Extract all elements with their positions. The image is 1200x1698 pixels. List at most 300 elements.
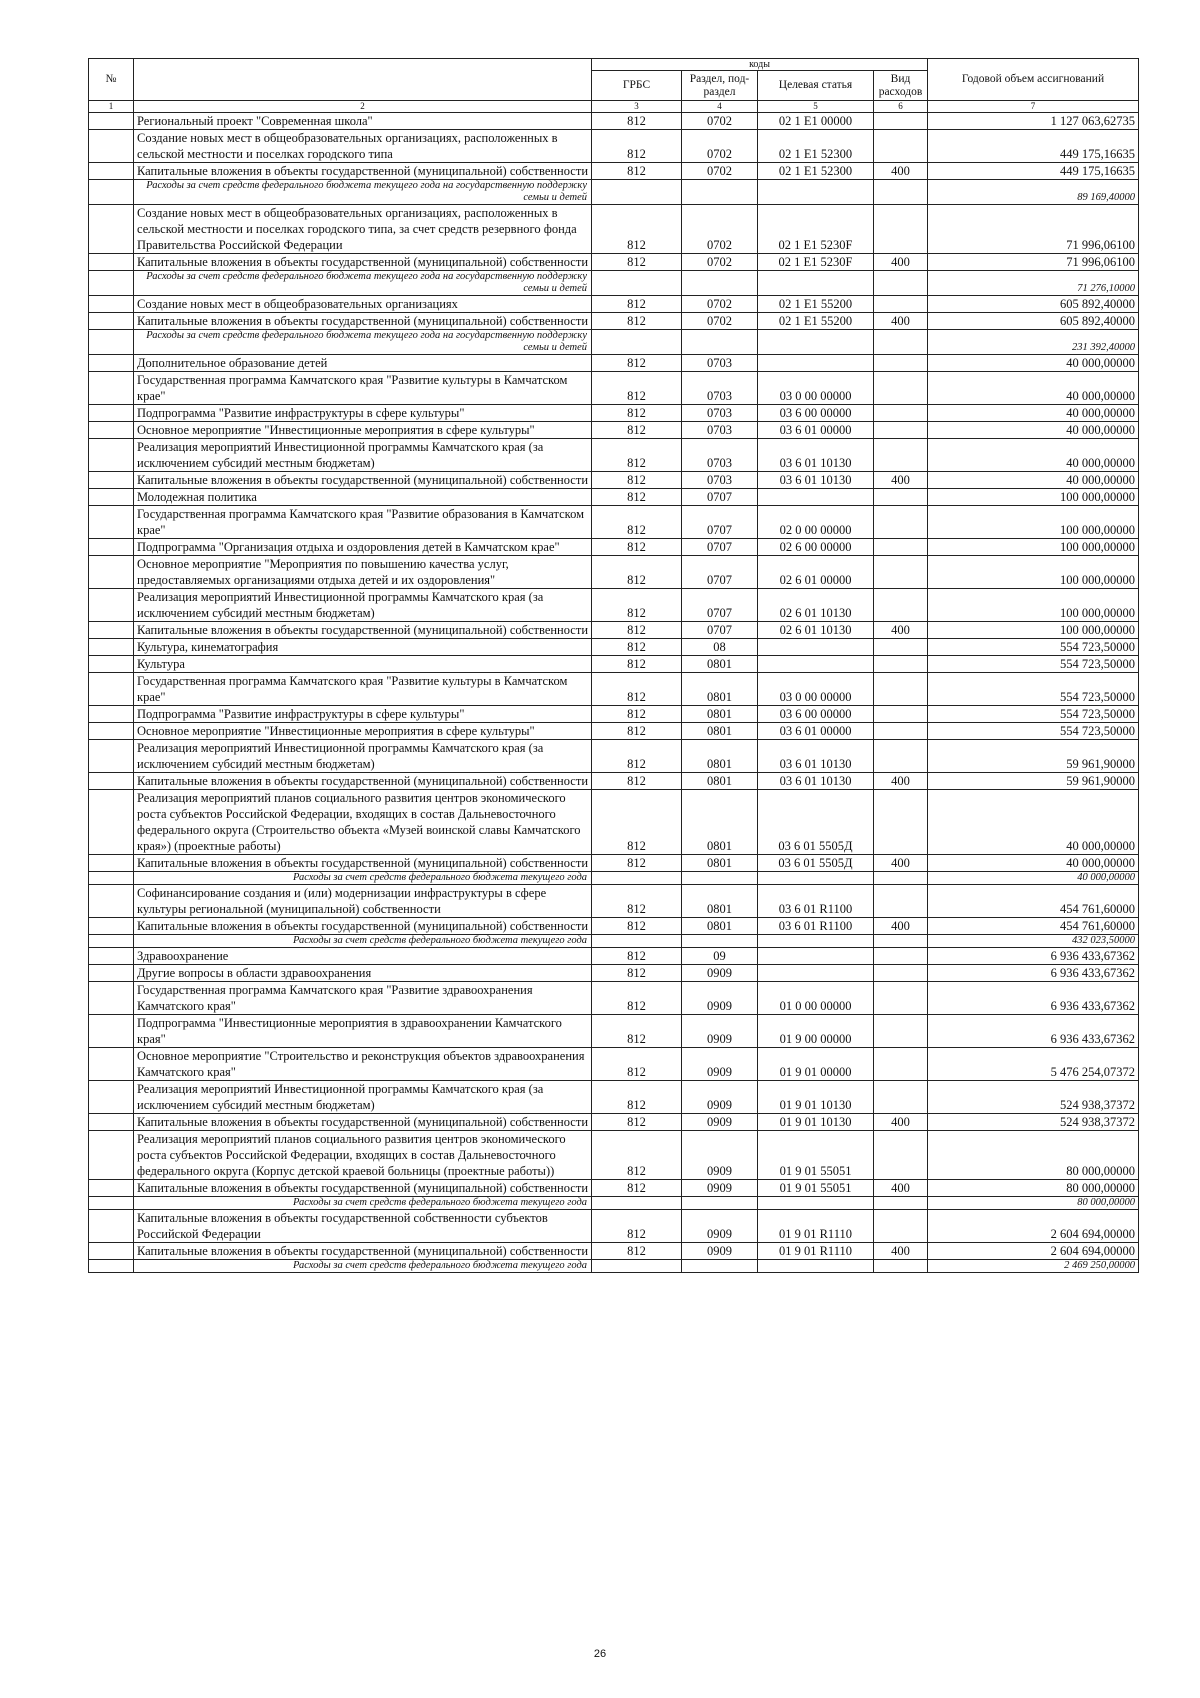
row-name-cell: Реализация мероприятий Инвестиционной программы Камчатского края (за исключением субсидий местным бюджетам) xyxy=(134,439,592,472)
amount-cell: 454 761,60000 xyxy=(928,918,1139,935)
amount-cell: 40 000,00000 xyxy=(928,439,1139,472)
grbs-cell xyxy=(592,1197,682,1210)
expense-type-cell: 400 xyxy=(874,472,928,489)
grbs-cell: 812 xyxy=(592,1210,682,1243)
row-number-cell xyxy=(89,1260,134,1273)
grbs-cell xyxy=(592,872,682,885)
amount-cell: 40 000,00000 xyxy=(928,790,1139,855)
row-number-cell xyxy=(89,539,134,556)
section-cell: 09 xyxy=(682,948,758,965)
target-article-cell: 03 6 01 10130 xyxy=(758,439,874,472)
target-article-cell: 01 9 01 R1110 xyxy=(758,1210,874,1243)
target-article-cell: 02 0 00 00000 xyxy=(758,506,874,539)
amount-cell: 100 000,00000 xyxy=(928,556,1139,589)
federal-funds-note-row xyxy=(89,872,1139,885)
grbs-cell: 812 xyxy=(592,506,682,539)
table-row xyxy=(89,254,1139,271)
row-number-cell xyxy=(89,439,134,472)
table-row xyxy=(89,855,1139,872)
row-name-cell: Расходы за счет средств федерального бюджета текущего года xyxy=(134,1260,592,1273)
amount-cell: 100 000,00000 xyxy=(928,622,1139,639)
amount-cell: 80 000,00000 xyxy=(928,1180,1139,1197)
expense-type-cell xyxy=(874,948,928,965)
expense-type-cell xyxy=(874,539,928,556)
table-row xyxy=(89,740,1139,773)
row-name-cell: Капитальные вложения в объекты государственной (муниципальной) собственности xyxy=(134,622,592,639)
row-name-cell: Подпрограмма "Инвестиционные мероприятия в здравоохранении Камчатского края" xyxy=(134,1015,592,1048)
expense-type-cell xyxy=(874,180,928,205)
row-number-cell xyxy=(89,130,134,163)
row-name-cell: Государственная программа Камчатского края "Развитие культуры в Камчатском крае" xyxy=(134,673,592,706)
expense-type-cell xyxy=(874,723,928,740)
section-cell: 0702 xyxy=(682,130,758,163)
header-section: Раздел, под-раздел xyxy=(682,71,758,101)
table-row xyxy=(89,1114,1139,1131)
section-cell: 0909 xyxy=(682,1114,758,1131)
expense-type-cell xyxy=(874,885,928,918)
expense-type-cell xyxy=(874,405,928,422)
row-number-cell xyxy=(89,271,134,296)
expense-type-cell xyxy=(874,296,928,313)
grbs-cell: 812 xyxy=(592,589,682,622)
row-number-cell xyxy=(89,556,134,589)
expense-type-cell xyxy=(874,556,928,589)
column-number: 2 xyxy=(134,101,592,113)
grbs-cell: 812 xyxy=(592,706,682,723)
grbs-cell: 812 xyxy=(592,205,682,254)
amount-cell: 40 000,00000 xyxy=(928,422,1139,439)
row-name-cell: Расходы за счет средств федерального бюджета текущего года на государственную поддержку семьи и детей xyxy=(134,271,592,296)
target-article-cell xyxy=(758,271,874,296)
grbs-cell: 812 xyxy=(592,656,682,673)
row-number-cell xyxy=(89,723,134,740)
row-name-cell: Капитальные вложения в объекты государственной (муниципальной) собственности xyxy=(134,855,592,872)
row-number-cell xyxy=(89,1197,134,1210)
expense-type-cell: 400 xyxy=(874,1180,928,1197)
amount-cell: 6 936 433,67362 xyxy=(928,948,1139,965)
row-number-cell xyxy=(89,254,134,271)
target-article-cell: 01 9 01 10130 xyxy=(758,1081,874,1114)
row-number-cell xyxy=(89,113,134,130)
section-cell: 0909 xyxy=(682,1243,758,1260)
column-number: 5 xyxy=(758,101,874,113)
expense-type-cell xyxy=(874,872,928,885)
row-number-cell xyxy=(89,489,134,506)
amount-cell: 100 000,00000 xyxy=(928,489,1139,506)
section-cell xyxy=(682,935,758,948)
row-name-cell: Региональный проект "Современная школа" xyxy=(134,113,592,130)
section-cell: 0707 xyxy=(682,539,758,556)
table-row xyxy=(89,296,1139,313)
grbs-cell: 812 xyxy=(592,1081,682,1114)
table-row xyxy=(89,130,1139,163)
federal-funds-note-row xyxy=(89,180,1139,205)
row-number-cell xyxy=(89,180,134,205)
table-header xyxy=(89,59,1139,113)
row-number-cell xyxy=(89,1081,134,1114)
table-row xyxy=(89,405,1139,422)
expense-type-cell xyxy=(874,113,928,130)
expense-type-cell xyxy=(874,372,928,405)
section-cell: 0707 xyxy=(682,506,758,539)
row-name-cell: Капитальные вложения в объекты государственной (муниципальной) собственности xyxy=(134,163,592,180)
section-cell: 0703 xyxy=(682,355,758,372)
grbs-cell: 812 xyxy=(592,1114,682,1131)
expense-type-cell xyxy=(874,422,928,439)
amount-cell: 6 936 433,67362 xyxy=(928,1015,1139,1048)
grbs-cell: 812 xyxy=(592,405,682,422)
table-row xyxy=(89,622,1139,639)
amount-cell: 59 961,90000 xyxy=(928,773,1139,790)
row-number-cell xyxy=(89,589,134,622)
expense-type-cell xyxy=(874,1048,928,1081)
target-article-cell xyxy=(758,935,874,948)
budget-allocation-table xyxy=(88,58,1139,1273)
header-amount: Годовой объем ассигнований xyxy=(928,59,1139,101)
expense-type-cell xyxy=(874,673,928,706)
section-cell: 0909 xyxy=(682,1131,758,1180)
section-cell: 0801 xyxy=(682,656,758,673)
row-number-cell xyxy=(89,1131,134,1180)
section-cell: 0702 xyxy=(682,296,758,313)
row-name-cell: Культура xyxy=(134,656,592,673)
target-article-cell xyxy=(758,656,874,673)
expense-type-cell xyxy=(874,439,928,472)
table-row xyxy=(89,885,1139,918)
grbs-cell: 812 xyxy=(592,639,682,656)
section-cell: 0702 xyxy=(682,205,758,254)
grbs-cell: 812 xyxy=(592,1015,682,1048)
grbs-cell: 812 xyxy=(592,254,682,271)
row-number-cell xyxy=(89,639,134,656)
expense-type-cell xyxy=(874,656,928,673)
row-number-cell xyxy=(89,622,134,639)
grbs-cell xyxy=(592,935,682,948)
row-number-cell xyxy=(89,1114,134,1131)
grbs-cell: 812 xyxy=(592,355,682,372)
grbs-cell: 812 xyxy=(592,855,682,872)
row-name-cell: Другие вопросы в области здравоохранения xyxy=(134,965,592,982)
table-row xyxy=(89,313,1139,330)
amount-cell: 71 996,06100 xyxy=(928,205,1139,254)
target-article-cell xyxy=(758,872,874,885)
row-number-cell xyxy=(89,1180,134,1197)
section-cell: 0801 xyxy=(682,790,758,855)
table-row xyxy=(89,1210,1139,1243)
grbs-cell: 812 xyxy=(592,556,682,589)
amount-cell: 554 723,50000 xyxy=(928,656,1139,673)
expense-type-cell: 400 xyxy=(874,163,928,180)
table-row xyxy=(89,1243,1139,1260)
amount-cell: 5 476 254,07372 xyxy=(928,1048,1139,1081)
amount-cell: 524 938,37372 xyxy=(928,1114,1139,1131)
expense-type-cell xyxy=(874,355,928,372)
grbs-cell: 812 xyxy=(592,539,682,556)
row-name-cell: Здравоохранение xyxy=(134,948,592,965)
amount-cell: 449 175,16635 xyxy=(928,163,1139,180)
expense-type-cell xyxy=(874,965,928,982)
table-row xyxy=(89,556,1139,589)
target-article-cell: 01 9 01 55051 xyxy=(758,1180,874,1197)
target-article-cell: 03 0 00 00000 xyxy=(758,372,874,405)
row-number-cell xyxy=(89,405,134,422)
expense-type-cell: 400 xyxy=(874,1114,928,1131)
budget-table-sheet xyxy=(88,58,1138,1273)
grbs-cell: 812 xyxy=(592,982,682,1015)
grbs-cell: 812 xyxy=(592,918,682,935)
amount-cell: 40 000,00000 xyxy=(928,405,1139,422)
header-codes: коды xyxy=(592,59,928,71)
row-name-cell: Дополнительное образование детей xyxy=(134,355,592,372)
target-article-cell: 02 1 E1 5230F xyxy=(758,254,874,271)
row-name-cell: Капитальные вложения в объекты государственной собственности субъектов Российской Федерации xyxy=(134,1210,592,1243)
expense-type-cell xyxy=(874,1210,928,1243)
section-cell: 0909 xyxy=(682,982,758,1015)
target-article-cell xyxy=(758,180,874,205)
amount-cell: 40 000,00000 xyxy=(928,355,1139,372)
amount-cell: 100 000,00000 xyxy=(928,539,1139,556)
section-cell: 0707 xyxy=(682,622,758,639)
expense-type-cell: 400 xyxy=(874,1243,928,1260)
expense-type-cell xyxy=(874,1260,928,1273)
amount-cell: 554 723,50000 xyxy=(928,673,1139,706)
target-article-cell: 02 1 E1 00000 xyxy=(758,113,874,130)
amount-cell: 80 000,00000 xyxy=(928,1197,1139,1210)
section-cell xyxy=(682,872,758,885)
row-name-cell: Капитальные вложения в объекты государственной (муниципальной) собственности xyxy=(134,1180,592,1197)
row-number-cell xyxy=(89,1015,134,1048)
grbs-cell xyxy=(592,330,682,355)
amount-cell: 554 723,50000 xyxy=(928,723,1139,740)
target-article-cell: 02 1 E1 55200 xyxy=(758,313,874,330)
amount-cell: 40 000,00000 xyxy=(928,855,1139,872)
target-article-cell: 03 6 00 00000 xyxy=(758,405,874,422)
section-cell: 0702 xyxy=(682,313,758,330)
row-number-cell xyxy=(89,673,134,706)
section-cell: 0909 xyxy=(682,965,758,982)
amount-cell: 80 000,00000 xyxy=(928,1131,1139,1180)
target-article-cell: 02 6 00 00000 xyxy=(758,539,874,556)
section-cell: 0703 xyxy=(682,422,758,439)
row-name-cell: Реализация мероприятий планов социального развития центров экономического роста субъектов Российской Федерации, входящих в состав Дальневосточного федерального округа (Строительство объекта «Музей воинской славы Камчатского края») (проектные работы) xyxy=(134,790,592,855)
target-article-cell: 01 0 00 00000 xyxy=(758,982,874,1015)
target-article-cell: 03 6 01 R1100 xyxy=(758,918,874,935)
row-number-cell xyxy=(89,656,134,673)
row-name-cell: Расходы за счет средств федерального бюджета текущего года xyxy=(134,872,592,885)
amount-cell: 554 723,50000 xyxy=(928,706,1139,723)
row-name-cell: Капитальные вложения в объекты государственной (муниципальной) собственности xyxy=(134,472,592,489)
section-cell xyxy=(682,1197,758,1210)
target-article-cell: 02 6 01 00000 xyxy=(758,556,874,589)
table-row xyxy=(89,489,1139,506)
section-cell: 0909 xyxy=(682,1210,758,1243)
target-article-cell xyxy=(758,948,874,965)
section-cell: 0801 xyxy=(682,918,758,935)
grbs-cell: 812 xyxy=(592,163,682,180)
amount-cell: 2 604 694,00000 xyxy=(928,1210,1139,1243)
row-name-cell: Подпрограмма "Развитие инфраструктуры в сфере культуры" xyxy=(134,706,592,723)
table-row xyxy=(89,439,1139,472)
row-number-cell xyxy=(89,163,134,180)
row-name-cell: Реализация мероприятий Инвестиционной программы Камчатского края (за исключением субсидий местным бюджетам) xyxy=(134,1081,592,1114)
expense-type-cell xyxy=(874,489,928,506)
table-row xyxy=(89,723,1139,740)
target-article-cell: 01 9 01 10130 xyxy=(758,1114,874,1131)
row-number-cell xyxy=(89,885,134,918)
target-article-cell: 03 6 00 00000 xyxy=(758,706,874,723)
amount-cell: 6 936 433,67362 xyxy=(928,965,1139,982)
section-cell: 0909 xyxy=(682,1081,758,1114)
section-cell: 0702 xyxy=(682,254,758,271)
grbs-cell: 812 xyxy=(592,673,682,706)
row-number-cell xyxy=(89,855,134,872)
federal-funds-note-row xyxy=(89,1197,1139,1210)
target-article-cell xyxy=(758,355,874,372)
federal-funds-note-row xyxy=(89,271,1139,296)
table-row xyxy=(89,790,1139,855)
amount-cell: 432 023,50000 xyxy=(928,935,1139,948)
row-name-cell: Подпрограмма "Развитие инфраструктуры в сфере культуры" xyxy=(134,405,592,422)
expense-type-cell xyxy=(874,639,928,656)
table-row xyxy=(89,639,1139,656)
target-article-cell: 03 0 00 00000 xyxy=(758,673,874,706)
grbs-cell: 812 xyxy=(592,1180,682,1197)
target-article-cell: 03 6 01 10130 xyxy=(758,472,874,489)
row-name-cell: Создание новых мест в общеобразовательных организациях xyxy=(134,296,592,313)
row-name-cell: Молодежная политика xyxy=(134,489,592,506)
row-number-cell xyxy=(89,740,134,773)
row-name-cell: Капитальные вложения в объекты государственной (муниципальной) собственности xyxy=(134,918,592,935)
header-exptype: Вид расходов xyxy=(874,71,928,101)
row-number-cell xyxy=(89,948,134,965)
amount-cell: 605 892,40000 xyxy=(928,296,1139,313)
expense-type-cell: 400 xyxy=(874,313,928,330)
amount-cell: 605 892,40000 xyxy=(928,313,1139,330)
target-article-cell: 02 1 E1 52300 xyxy=(758,163,874,180)
target-article-cell: 03 6 01 00000 xyxy=(758,723,874,740)
grbs-cell: 812 xyxy=(592,472,682,489)
section-cell: 0801 xyxy=(682,885,758,918)
row-name-cell: Государственная программа Камчатского края "Развитие культуры в Камчатском крае" xyxy=(134,372,592,405)
grbs-cell: 812 xyxy=(592,885,682,918)
section-cell: 0909 xyxy=(682,1180,758,1197)
table-row xyxy=(89,422,1139,439)
target-article-cell: 02 6 01 10130 xyxy=(758,589,874,622)
target-article-cell: 02 6 01 10130 xyxy=(758,622,874,639)
expense-type-cell xyxy=(874,271,928,296)
expense-type-cell xyxy=(874,1015,928,1048)
expense-type-cell: 400 xyxy=(874,918,928,935)
target-article-cell xyxy=(758,330,874,355)
amount-cell: 454 761,60000 xyxy=(928,885,1139,918)
table-row xyxy=(89,205,1139,254)
table-row xyxy=(89,706,1139,723)
expense-type-cell xyxy=(874,706,928,723)
table-row xyxy=(89,656,1139,673)
section-cell: 0702 xyxy=(682,163,758,180)
table-row xyxy=(89,113,1139,130)
row-name-cell: Капитальные вложения в объекты государственной (муниципальной) собственности xyxy=(134,313,592,330)
row-number-cell xyxy=(89,965,134,982)
row-name-cell: Культура, кинематография xyxy=(134,639,592,656)
table-row xyxy=(89,506,1139,539)
amount-cell: 40 000,00000 xyxy=(928,372,1139,405)
grbs-cell: 812 xyxy=(592,1131,682,1180)
row-name-cell: Капитальные вложения в объекты государственной (муниципальной) собственности xyxy=(134,1243,592,1260)
row-name-cell: Основное мероприятие "Инвестиционные мероприятия в сфере культуры" xyxy=(134,422,592,439)
column-number: 3 xyxy=(592,101,682,113)
table-row xyxy=(89,773,1139,790)
column-number-row xyxy=(89,101,1139,113)
expense-type-cell xyxy=(874,1131,928,1180)
table-row xyxy=(89,539,1139,556)
grbs-cell: 812 xyxy=(592,1048,682,1081)
amount-cell: 449 175,16635 xyxy=(928,130,1139,163)
target-article-cell xyxy=(758,639,874,656)
amount-cell: 6 936 433,67362 xyxy=(928,982,1139,1015)
column-number: 6 xyxy=(874,101,928,113)
target-article-cell: 03 6 01 00000 xyxy=(758,422,874,439)
section-cell: 0703 xyxy=(682,439,758,472)
target-article-cell: 01 9 01 R1110 xyxy=(758,1243,874,1260)
header-target: Целевая статья xyxy=(758,71,874,101)
section-cell: 0801 xyxy=(682,706,758,723)
row-number-cell xyxy=(89,205,134,254)
section-cell: 0909 xyxy=(682,1015,758,1048)
column-number: 4 xyxy=(682,101,758,113)
federal-funds-note-row xyxy=(89,330,1139,355)
section-cell: 0801 xyxy=(682,855,758,872)
page-number: 26 xyxy=(593,1648,607,1660)
expense-type-cell: 400 xyxy=(874,254,928,271)
row-name-cell: Основное мероприятие "Строительство и реконструкция объектов здравоохранения Камчатского края" xyxy=(134,1048,592,1081)
row-number-cell xyxy=(89,506,134,539)
row-number-cell xyxy=(89,773,134,790)
table-body xyxy=(89,113,1139,1273)
target-article-cell: 03 6 01 5505Д xyxy=(758,855,874,872)
section-cell xyxy=(682,271,758,296)
table-row xyxy=(89,1180,1139,1197)
section-cell: 0702 xyxy=(682,113,758,130)
expense-type-cell xyxy=(874,589,928,622)
amount-cell: 71 996,06100 xyxy=(928,254,1139,271)
grbs-cell: 812 xyxy=(592,113,682,130)
row-name-cell: Создание новых мест в общеобразовательных организациях, расположенных в сельской местности и поселках городского типа xyxy=(134,130,592,163)
grbs-cell: 812 xyxy=(592,622,682,639)
target-article-cell: 01 9 01 55051 xyxy=(758,1131,874,1180)
grbs-cell: 812 xyxy=(592,723,682,740)
grbs-cell: 812 xyxy=(592,439,682,472)
row-number-cell xyxy=(89,296,134,313)
target-article-cell xyxy=(758,489,874,506)
amount-cell: 2 469 250,00000 xyxy=(928,1260,1139,1273)
grbs-cell: 812 xyxy=(592,130,682,163)
table-row xyxy=(89,372,1139,405)
row-name-cell: Капитальные вложения в объекты государственной (муниципальной) собственности xyxy=(134,254,592,271)
expense-type-cell xyxy=(874,982,928,1015)
expense-type-cell xyxy=(874,740,928,773)
section-cell: 0801 xyxy=(682,773,758,790)
grbs-cell: 812 xyxy=(592,296,682,313)
table-row xyxy=(89,1081,1139,1114)
section-cell: 0703 xyxy=(682,472,758,489)
section-cell: 0909 xyxy=(682,1048,758,1081)
table-row xyxy=(89,982,1139,1015)
row-number-cell xyxy=(89,1243,134,1260)
target-article-cell: 01 9 00 00000 xyxy=(758,1015,874,1048)
row-number-cell xyxy=(89,982,134,1015)
section-cell: 08 xyxy=(682,639,758,656)
